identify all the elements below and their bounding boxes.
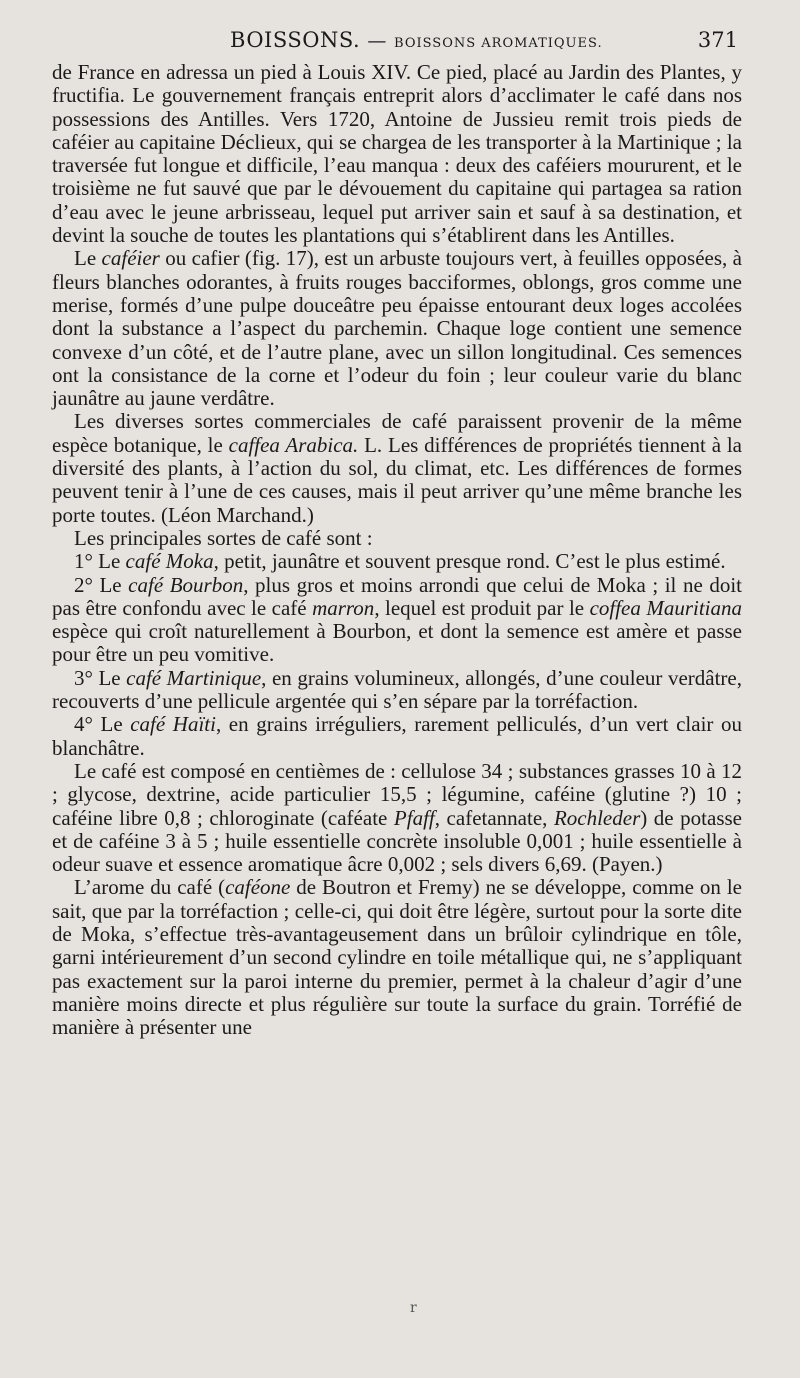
text-run: Le — [74, 246, 102, 271]
italic-term: Pfaff — [393, 805, 435, 830]
text-run: ) de potasse et de caféine 3 à 5 ; huile essentielle concrète insoluble 0,001 ; huile essentielle à odeur suave et essence aromatique âcre 0,002 ; sels divers 6,69. (Payen.) — [52, 805, 742, 877]
italic-term: café Moka — [125, 549, 214, 574]
text-run: , lequel est produit par le — [374, 595, 590, 620]
paragraph — [52, 61, 742, 247]
italic-term: caffea Arabica. — [228, 432, 359, 457]
text-run: , cafetannate, — [434, 805, 554, 830]
text-run: Le café est composé en centièmes de : cellulose 34 ; substances grasses 10 à 12 ; glycose, dextrine, acide particulier 15,5 ; légumine, caféine (glutine ?) 10 ; caféine libre 0,8 ; chloroginate (caféate — [52, 758, 742, 830]
header-separator: — — [367, 30, 387, 52]
paragraph — [52, 713, 742, 760]
text-run: L. Les différences de propriétés tiennent à la diversité des plants, à l’action du sol, du climat, etc. Les différences de formes peuvent tenir à l’une de ces causes, mais il peut arriver qu’une même branche les porte toutes. (Léon Marchand.) — [52, 432, 743, 527]
header-subtitle: BOISSONS AROMATIQUES. — [394, 36, 603, 51]
text-run: 4° Le — [74, 712, 131, 737]
italic-term: marron — [312, 595, 375, 620]
body-text — [52, 61, 742, 1039]
text-run: L’arome du café ( — [74, 875, 226, 900]
paragraph — [52, 876, 742, 1039]
text-run: de Boutron et Fremy) ne se développe, comme on le sait, que par la torréfaction ; celle-ci, qui doit être légère, surtout pour la sorte dite de Moka, s’effectue très-avantageusement dans un brûloir cylindrique en tôle, garni intérieurement d’un second cylindre en toile métallique qui, ne s’appliquant pas exactement sur la paroi interne du premier, permet à la chaleur d’agir d’une manière moins directe et plus régulière sur toute la surface du grain. Torréfié de manière à présenter une — [52, 875, 742, 1040]
paragraph — [52, 527, 742, 550]
italic-term: café Martinique — [126, 665, 262, 690]
paragraph — [52, 247, 742, 410]
text-run: Les diverses sortes commerciales de café paraissent provenir de la même espèce botanique, le — [52, 409, 742, 457]
page-number: 371 — [697, 28, 738, 52]
text-run: , petit, jaunâtre et souvent presque rond. C’est le plus estimé. — [213, 549, 726, 574]
paragraph — [52, 410, 742, 526]
text-run: 1° Le — [74, 549, 126, 574]
header-title: BOISSONS. — [230, 28, 361, 52]
running-header — [46, 28, 742, 60]
text-run: de France en adressa un pied à Louis XIV. Ce pied, placé au Jardin des Plantes, y fructifia. Le gouvernement français entreprit alors d’acclimater le café dans nos possessions des Antilles. Vers 1720, Antoine de Jussieu remit trois pieds de caféier au capitaine Déclieux, qui se chargea de les transporter à la Martinique ; la traversée fut longue et difficile, l’eau manqua : deux des caféiers moururent, et le troisième ne fut sauvé que par le dévouement du capitaine qui partagea sa ration d’eau avec le jeune arbrisseau, lequel put arriver sain et sauf à sa destination, et devint la souche de toutes les plantations qui s’établirent dans les Antilles. — [52, 60, 742, 248]
text-run: Les principales sortes de café sont : — [74, 525, 373, 550]
italic-term: Rochleder — [553, 805, 641, 830]
text-run: espèce qui croît naturellement à Bourbon, et dont la semence est amère et passe pour être un peu vomitive. — [52, 619, 742, 667]
paragraph — [52, 550, 742, 573]
header-title-group — [230, 28, 603, 52]
paragraph — [52, 574, 742, 667]
italic-term: café Haïti — [130, 712, 216, 737]
text-run: , plus gros et moins arrondi que celui de Moka ; il ne doit pas être confondu avec le café — [52, 572, 743, 620]
text-run: , en grains volumineux, allongés, d’une couleur verdâtre, recouverts d’une pellicule argentée qui s’en sépare par la torréfaction. — [52, 665, 742, 714]
paragraph — [52, 760, 742, 876]
paragraph — [52, 667, 742, 714]
text-run: 2° Le — [74, 572, 129, 597]
text-run: , en grains irréguliers, rarement pelliculés, d’un vert clair ou blanchâtre. — [52, 712, 742, 760]
italic-term: café Bourbon — [128, 572, 244, 597]
footer-mark: r — [410, 1300, 417, 1316]
text-run: ou cafier (fig. 17), est un arbuste toujours vert, à feuilles opposées, à fleurs blanches odorantes, à fruits rouges bacciformes, oblongs, gros comme une merise, formés d’une pulpe douceâtre peu épaisse entourant deux loges accolées dont la substance a l’aspect du parchemin. Chaque loge contient une semence convexe d’un côté, et de l’autre plane, avec un sillon longitudinal. Ces semences ont la consistance de la corne et l’odeur du foin ; leur couleur varie du blanc jaunâtre au jaune verdâtre. — [52, 246, 742, 411]
text-run: 3° Le — [74, 665, 127, 690]
italic-term: caféone — [225, 875, 291, 900]
italic-term: coffea Mauritiana — [589, 595, 742, 620]
italic-term: caféier — [101, 246, 160, 271]
